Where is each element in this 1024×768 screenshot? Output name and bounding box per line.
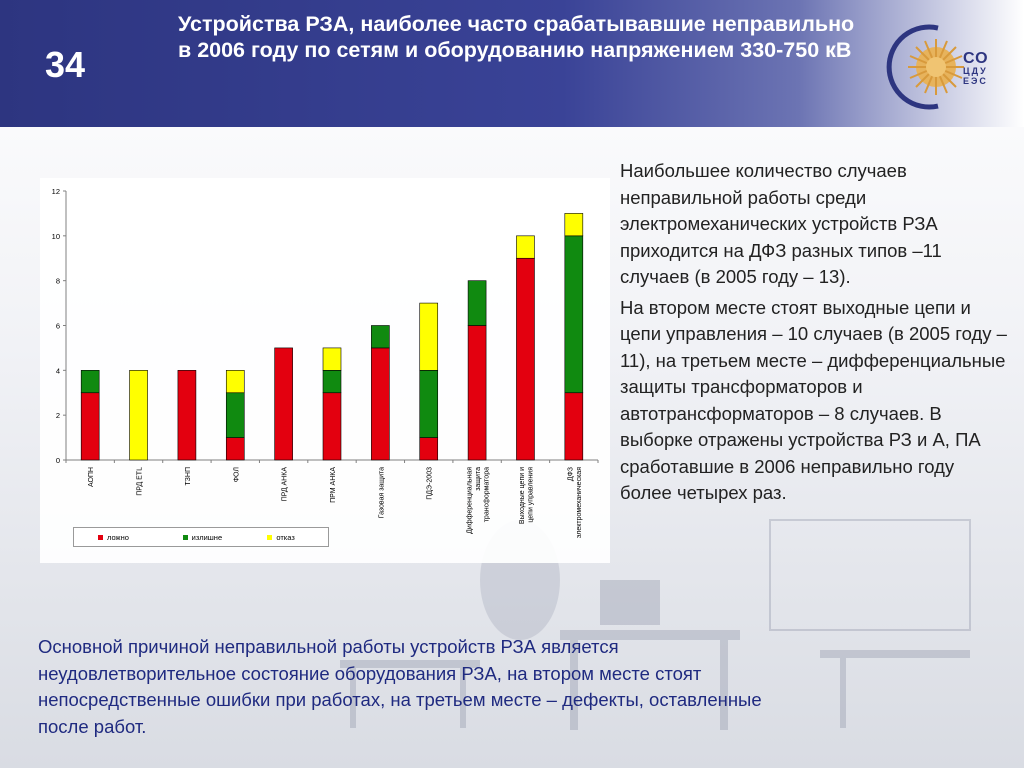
legend-swatch-excess — [183, 535, 188, 540]
x-category-label: ТЗНП — [184, 467, 192, 486]
side-paragraph-2: На втором месте стоят выходные цепи и цепи управления – 10 случаев (в 2005 году –11), на третьем месте – дифференциальные защиты трансформаторов и автотрансформаторов – 8 случаев. В выборке отражены устройства РЗ и А, ПА сработавшие в 2006 неправильно году более четырех раз. — [620, 296, 1007, 503]
x-category-label: Выходные цепи и — [519, 467, 527, 525]
bar-segment — [565, 236, 583, 393]
x-category-label: АОПН — [88, 467, 96, 488]
logo-line-1: СО — [963, 50, 989, 67]
y-tick-label: 10 — [51, 231, 60, 241]
bar-segment — [565, 213, 583, 235]
bar-segment — [516, 236, 534, 258]
bar-segment — [178, 370, 196, 460]
x-category-label: Газовая защита — [378, 467, 386, 519]
y-tick-label: 4 — [55, 366, 60, 376]
x-category-label: ПДЭ-2003 — [426, 467, 434, 500]
legend-item-false — [74, 533, 159, 542]
x-category-label: защита — [475, 467, 483, 491]
legend-item-excess — [159, 533, 244, 542]
chart-panel — [40, 178, 610, 563]
legend-label-excess: излишне — [191, 532, 223, 542]
slide-header — [0, 0, 1024, 127]
bar-segment — [565, 393, 583, 460]
bar-segment — [81, 393, 99, 460]
bar-segment — [468, 281, 486, 326]
x-category-label: ПРМ АНКА — [330, 467, 337, 503]
slide-number: 34 — [44, 44, 86, 85]
bar-segment — [226, 393, 244, 438]
bar-segment — [81, 370, 99, 392]
x-category-label: ПРД АНКА — [281, 467, 289, 502]
so-cdu-ees-logo — [884, 22, 1014, 112]
x-category-label: ФОЛ — [233, 467, 241, 483]
legend-label-failure: отказ — [276, 532, 295, 542]
y-tick-label: 8 — [55, 276, 60, 286]
bar-segment — [130, 370, 148, 460]
logo-line-2: ЦДУ — [963, 66, 988, 76]
bar-segment — [371, 326, 389, 348]
bar-segment — [516, 258, 534, 460]
side-paragraph-1: Наибольшее количество случаев неправильной работы среди электромеханических устройств РЗА приходится на ДФЗ разных типов –11 случаев (в 2005 году – 13). — [620, 160, 942, 287]
sun-emblem-icon — [908, 39, 964, 95]
bar-segment — [420, 438, 438, 460]
side-text-block — [620, 158, 1010, 511]
bar-segment — [323, 370, 341, 392]
bar-segment — [371, 348, 389, 460]
y-tick-label: 0 — [55, 456, 60, 465]
stacked-bar-chart — [40, 178, 610, 563]
legend-swatch-failure — [267, 535, 272, 540]
bottom-conclusion-text: Основной причиной неправильной работы устройств РЗА является неудовлетворительное состояние оборудования РЗА, на втором месте стоят непосредственные ошибки при работах, на третьем месте – дефекты, оставленные после работ. — [38, 636, 762, 737]
bar-segment — [323, 348, 341, 370]
bar-segment — [226, 438, 244, 460]
x-category-label: электромеханическая — [576, 467, 584, 539]
chart-legend — [73, 527, 329, 547]
x-category-label: ДФЗ — [567, 467, 575, 482]
slide-title: Устройства РЗА, наиболее часто срабатывавшие неправильно в 2006 году по сетям и оборудованию напряжением 330-750 кВ — [178, 12, 855, 62]
bar-segment — [226, 370, 244, 392]
x-category-label: ПРД ETL — [136, 467, 144, 496]
x-category-label: Дифференциальная — [466, 467, 474, 534]
bar-segment — [275, 348, 293, 460]
legend-swatch-false — [98, 535, 103, 540]
y-tick-label: 12 — [51, 187, 60, 196]
bar-segment — [468, 326, 486, 461]
bar-segment — [323, 393, 341, 460]
x-category-label: цепи управления — [527, 467, 535, 523]
bar-segment — [420, 370, 438, 437]
bar-segment — [420, 303, 438, 370]
y-tick-label: 6 — [55, 321, 60, 331]
y-tick-label: 2 — [55, 411, 60, 421]
legend-item-failure — [243, 533, 328, 542]
legend-label-false: ложно — [107, 532, 129, 542]
logo-line-3: ЕЭС — [963, 76, 988, 86]
x-category-label: трансформатора — [483, 467, 491, 523]
logo-text — [963, 52, 989, 86]
